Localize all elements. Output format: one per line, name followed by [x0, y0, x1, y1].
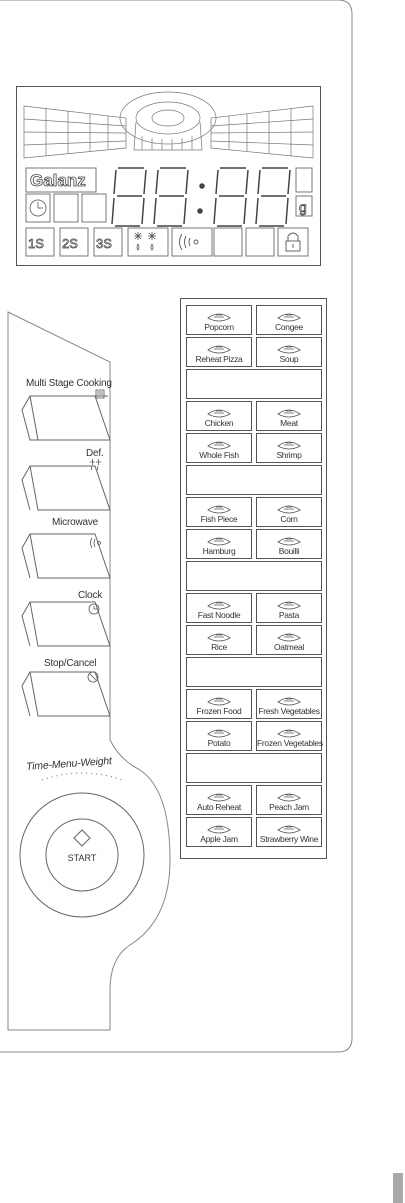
auto-menu-grid: [180, 298, 327, 859]
stage-2s-text: 2S: [62, 236, 78, 251]
menu-item[interactable]: [186, 625, 252, 655]
menu-item[interactable]: [256, 529, 322, 559]
menu-item[interactable]: [186, 401, 252, 431]
menu-item-label: Frozen Vegetables: [257, 738, 323, 748]
menu-item[interactable]: [186, 817, 252, 847]
menu-item-label: Bouilli: [278, 546, 300, 556]
menu-item[interactable]: [256, 401, 322, 431]
page-tab: [393, 1173, 403, 1203]
start-diamond-icon: [74, 830, 90, 846]
menu-item[interactable]: [256, 337, 322, 367]
unit-text: g: [299, 199, 307, 215]
menu-item[interactable]: [186, 337, 252, 367]
stage-3s-text: 3S: [96, 236, 112, 251]
microwave-button: [30, 534, 110, 578]
menu-blank-row: [186, 657, 322, 687]
menu-item-label: Peach Jam: [269, 802, 309, 812]
menu-item[interactable]: [256, 593, 322, 623]
multi-stage-button: [30, 396, 110, 440]
time-menu-weight-label: Time-Menu-Weight: [25, 755, 113, 773]
stage-1s-text: 1S: [28, 236, 44, 251]
clock-label: Clock: [78, 590, 103, 601]
menu-item[interactable]: [256, 625, 322, 655]
brand-text: Galanz: [30, 171, 86, 190]
menu-item-label: Chicken: [204, 418, 234, 428]
menu-item-label: Soup: [279, 354, 299, 364]
menu-item-label: Shrimp: [276, 450, 302, 460]
menu-item-label: Reheat Pizza: [195, 354, 243, 364]
def-button: [30, 466, 110, 510]
multi-stage-label: Multi Stage Cooking: [26, 378, 112, 389]
menu-item[interactable]: [256, 497, 322, 527]
menu-blank-row: [186, 753, 322, 783]
menu-item[interactable]: [256, 785, 322, 815]
menu-blank-row: [186, 561, 322, 591]
menu-item-label: Meat: [280, 418, 298, 428]
menu-item-label: Rice: [211, 642, 227, 652]
menu-item-label: Hamburg: [202, 546, 236, 556]
microwave-label: Microwave: [52, 517, 98, 528]
menu-item[interactable]: [186, 433, 252, 463]
menu-item-label: Popcorn: [204, 322, 234, 332]
clock-button: [30, 602, 110, 646]
menu-item-label: Pasta: [278, 610, 300, 620]
menu-item[interactable]: [256, 721, 322, 751]
menu-item-label: Congee: [275, 322, 303, 332]
menu-item-label: Auto Reheat: [197, 802, 241, 812]
menu-item-label: Fast Noodle: [197, 610, 241, 620]
menu-item-label: Strawberry Wine: [259, 834, 319, 844]
stop-cancel-label: Stop/Cancel: [44, 658, 97, 669]
menu-blank-row: [186, 465, 322, 495]
menu-item[interactable]: [256, 689, 322, 719]
menu-item-label: Corn: [280, 514, 298, 524]
menu-item[interactable]: [186, 785, 252, 815]
menu-item[interactable]: [256, 305, 322, 335]
menu-item[interactable]: [186, 721, 252, 751]
menu-item[interactable]: [256, 433, 322, 463]
menu-item[interactable]: [186, 529, 252, 559]
menu-item[interactable]: [256, 817, 322, 847]
menu-item-label: Frozen Food: [196, 706, 242, 716]
start-label[interactable]: START: [67, 853, 97, 863]
menu-item[interactable]: [186, 305, 252, 335]
menu-item[interactable]: [186, 497, 252, 527]
menu-item-label: Potato: [207, 738, 231, 748]
def-label: Def.: [86, 448, 104, 459]
menu-item-label: Oatmeal: [273, 642, 305, 652]
menu-item[interactable]: [186, 689, 252, 719]
menu-blank-row: [186, 369, 322, 399]
menu-item-label: Fish Piece: [200, 514, 238, 524]
menu-item-label: Apple Jam: [200, 834, 238, 844]
menu-item-label: Fresh Vegetables: [258, 706, 320, 716]
menu-item-label: Whole Fish: [199, 450, 239, 460]
menu-item[interactable]: [186, 593, 252, 623]
